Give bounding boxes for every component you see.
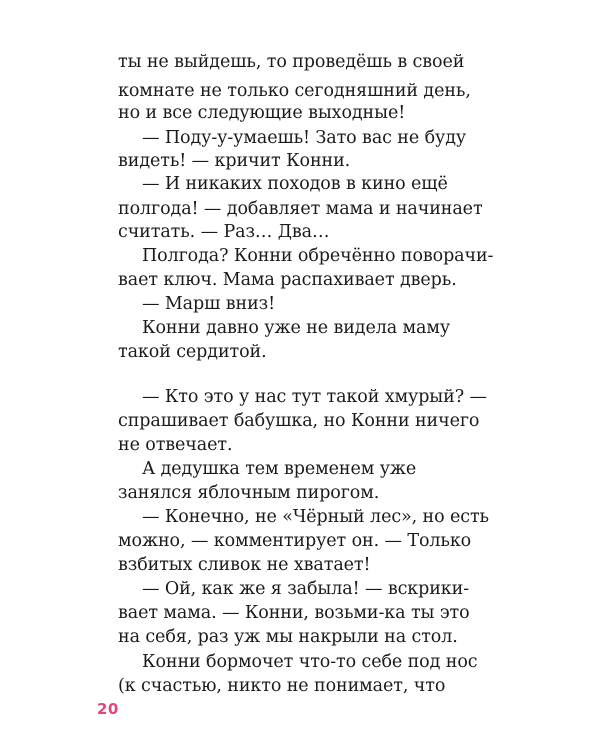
text-line: — Поду-у-умаешь! Зато вас не буду	[142, 128, 467, 148]
text-line: Конни давно уже не видела маму	[142, 318, 451, 338]
text-line: комнате не только сегодняшний день,	[118, 81, 471, 101]
text-line: вает ключ. Мама распахивает дверь.	[118, 270, 457, 290]
text-line: но и все следующие выходные!	[118, 103, 406, 123]
text-line: вает мама. — Конни, возьми-ка ты это	[118, 603, 470, 623]
text-line: занялся яблочным пирогом.	[118, 483, 380, 503]
text-line: взбитых сливок не хватает!	[118, 555, 371, 575]
text-line: (к счастью, никто не понимает, что	[118, 676, 446, 696]
text-line: не отвечает.	[118, 435, 233, 455]
text-line: ты не выйдешь, то проведёшь в своей	[118, 52, 465, 72]
text-line: Полгода? Конни обречённо поворачи-	[142, 246, 494, 266]
text-line: на себя, раз уж мы накрыли на стол.	[118, 627, 458, 647]
text-line: такой сердитой.	[118, 342, 267, 362]
page-number: 20	[97, 700, 119, 718]
text-line: видеть! — кричит Конни.	[118, 151, 351, 171]
text-line: — Конечно, не «Чёрный лес», но есть	[142, 507, 489, 527]
text-line: — И никаких походов в кино ещё	[142, 174, 448, 194]
text-line: — Ой, как же я забыла! — вскрики-	[142, 579, 470, 599]
text-line: Конни бормочет что-то себе под нос	[142, 652, 478, 672]
text-line: — Марш вниз!	[142, 294, 276, 314]
text-line: можно, — комментирует он. — Только	[118, 531, 472, 551]
text-line: считать. — Раз… Два…	[118, 222, 330, 242]
text-line: — Кто это у нас тут такой хмурый? —	[142, 387, 487, 407]
text-line: полгода! — добавляет мама и начинает	[118, 199, 483, 219]
text-line: А дедушка тем временем уже	[142, 459, 417, 479]
text-line: спрашивает бабушка, но Конни ничего	[118, 411, 480, 431]
